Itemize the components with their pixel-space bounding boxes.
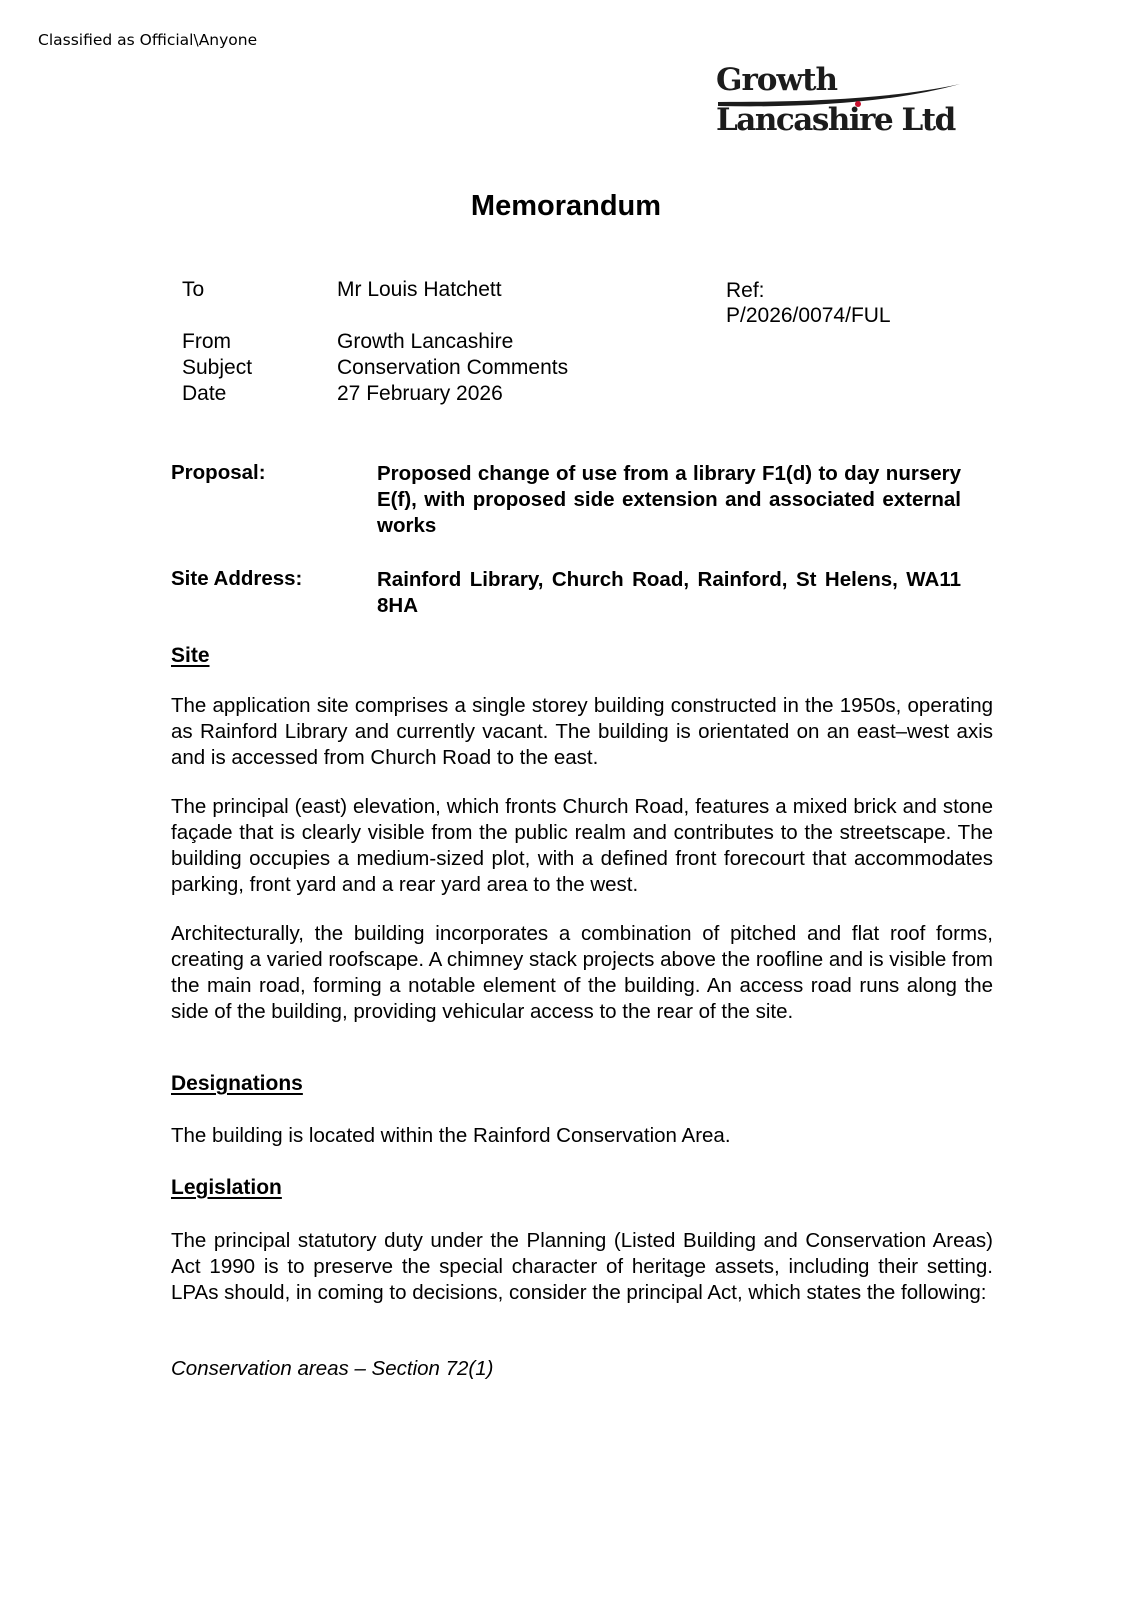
site-paragraph-1: The application site comprises a single storey building constructed in the 1950s, operating as Rainford Library and currently vacant. The building is orientated on an east–west axis and is accessed from Church Road to the east. [171,694,993,769]
logo-text-growth: Growth [716,62,838,98]
date-label: Date [182,382,227,405]
proposal-value: Proposed change of use from a library F1(d) to day nursery E(f), with proposed side extension and associated external works [377,462,961,537]
growth-lancashire-logo [716,62,966,142]
site-address-label: Site Address: [171,567,303,590]
date-value: 27 February 2026 [337,382,503,405]
designations-paragraph: The building is located within the Rainford Conservation Area. [171,1124,731,1147]
logo-text-lancashire: Lancashire Ltd [716,102,955,138]
memo-title: Memorandum [470,190,662,222]
from-label: From [182,330,231,353]
proposal-label: Proposal: [171,461,266,484]
ref-value: P/2026/0074/FUL [726,304,891,327]
subject-label: Subject [182,356,253,379]
to-label: To [182,278,205,301]
site-paragraph-2: The principal (east) elevation, which fronts Church Road, features a mixed brick and stone façade that is clearly visible from the public realm and contributes to the streetscape. The building occupies a medium-sized plot, with a defined front forecourt that accommodates parking, front yard and a rear yard area to the west. [171,795,993,896]
classification-label: Classified as Official\Anyone [38,31,258,49]
section-72-subheading: Conservation areas – Section 72(1) [171,1357,494,1380]
designations-heading: Designations [171,1072,303,1095]
subject-value: Conservation Comments [337,356,569,379]
from-value: Growth Lancashire [337,330,514,353]
site-address-value: Rainford Library, Church Road, Rainford, St Helens, WA11 8HA [377,568,961,617]
legislation-heading: Legislation [171,1176,282,1199]
to-value: Mr Louis Hatchett [337,278,502,301]
ref-label: Ref: [726,279,765,302]
site-paragraph-3: Architecturally, the building incorporates a combination of pitched and flat roof forms, creating a varied roofscape. A chimney stack projects above the roofline and is visible from the main road, forming a notable element of the building. An access road runs along the side of the building, providing vehicular access to the rear of the site. [171,922,993,1023]
site-heading: Site [171,644,210,667]
legislation-paragraph: The principal statutory duty under the Planning (Listed Building and Conservation Areas) Act 1990 is to preserve the special character of heritage assets, including their setting. LPAs should, in coming to decisions, consider the principal Act, which states the following: [171,1229,993,1304]
